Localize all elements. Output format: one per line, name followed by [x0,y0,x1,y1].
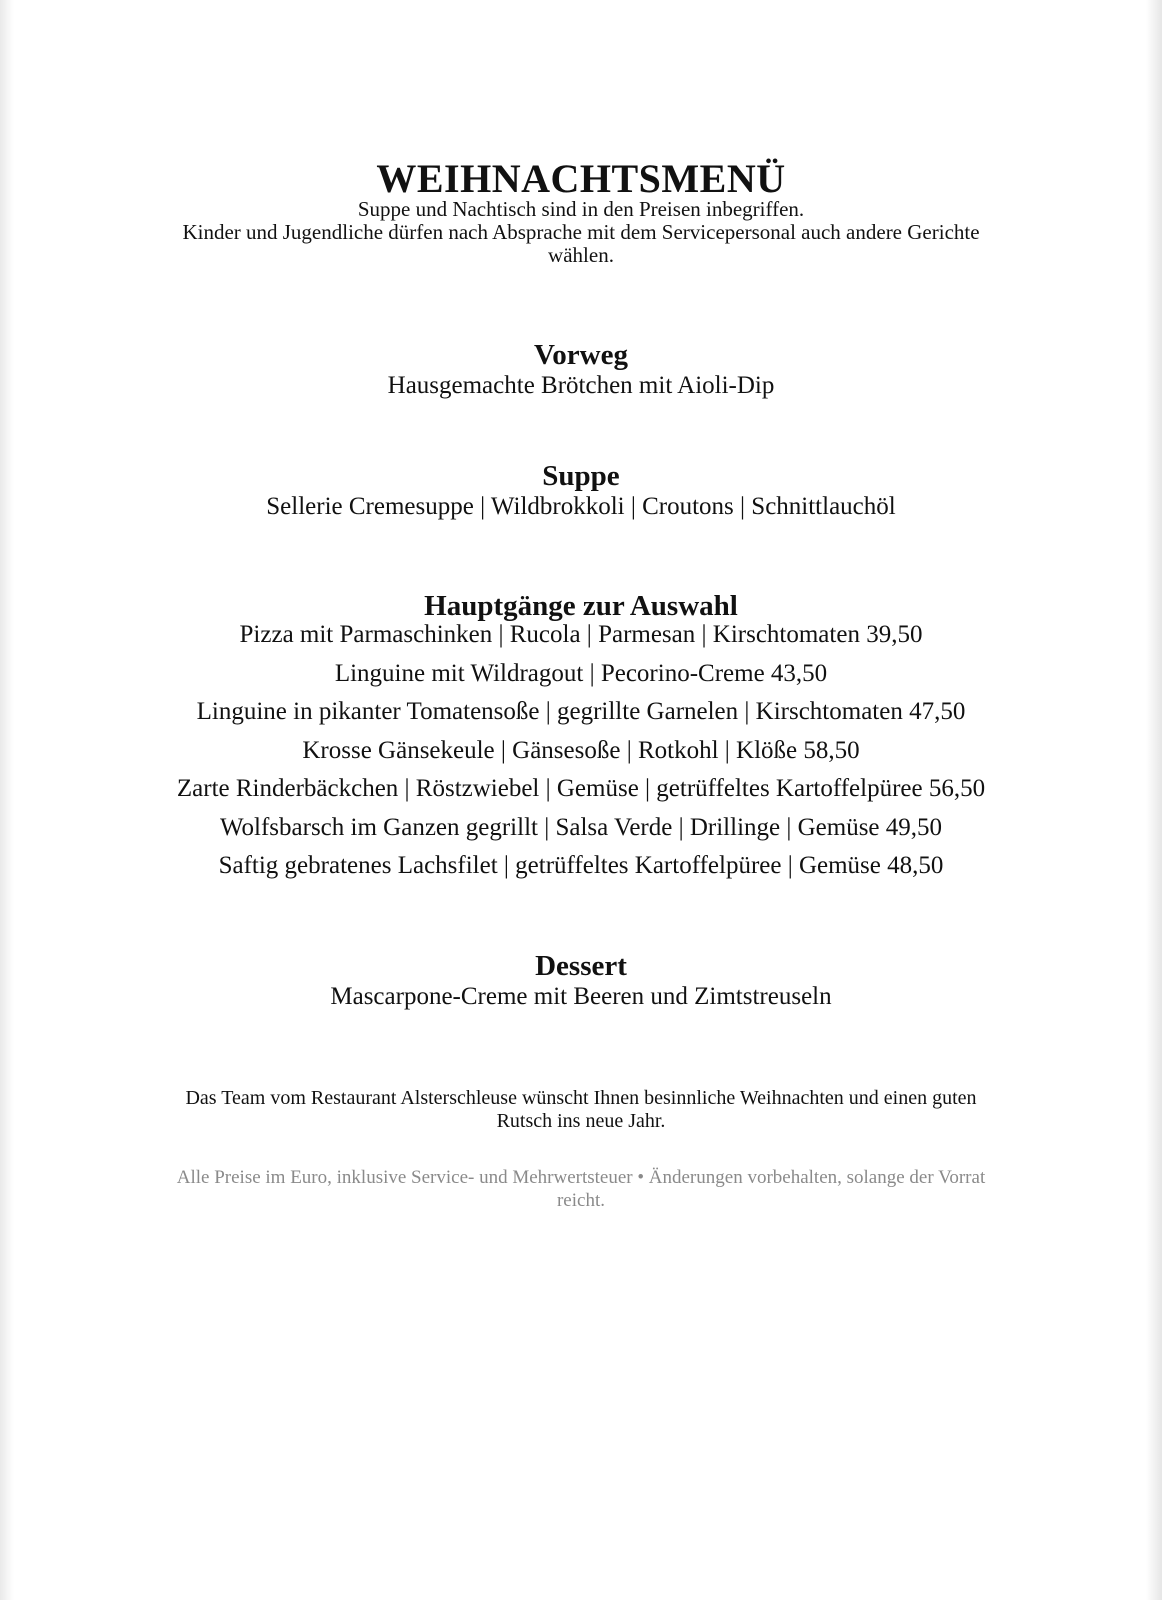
note-line: Alle Preise im Euro, inklusive Service- und Mehrwertsteuer • Änderungen vorbehalten, solange der Vorrat [176,1167,986,1188]
intro-line: Kinder und Jugendliche dürfen nach Absprache mit dem Servicepersonal auch andere Gerichte [182,220,980,244]
section-soup [0,460,1162,522]
section-heading: Dessert [535,950,627,982]
section-dessert [0,950,1162,1012]
section-heading: Vorweg [534,339,628,371]
section-text: Mascarpone-Creme mit Beeren und Zimtstreuseln [330,983,832,1010]
greeting-line: Das Team vom Restaurant Alsterschleuse wünscht Ihnen besinnliche Weihnachten und einen guten [185,1087,977,1109]
section-text: Sellerie Cremesuppe | Wildbrokkoli | Croutons | Schnittlauchöl [266,493,896,520]
menu-item: Saftig gebratenes Lachsfilet | getrüffeltes Kartoffelpüree | Gemüse 48,50 [218,852,944,879]
section-text: Hausgemachte Brötchen mit Aioli-Dip [387,372,775,399]
price-note [0,1166,1162,1212]
menu-item: Linguine in pikanter Tomatensoße | gegrillte Garnelen | Kirschtomaten 47,50 [196,698,966,725]
intro-line: Suppe und Nachtisch sind in den Preisen inbegriffen. [357,197,805,221]
menu-item: Linguine mit Wildragout | Pecorino-Creme 43,50 [334,659,828,687]
menu-title: WEIHNACHTSMENÜ [376,156,786,201]
note-line: reicht. [556,1190,605,1211]
menu-item: Pizza mit Parmaschinken | Rucola | Parmesan | Kirschtomaten 39,50 [239,621,923,648]
greeting-line: Rutsch ins neue Jahr. [496,1110,666,1132]
menu-item: Wolfsbarsch im Ganzen gegrillt | Salsa Verde | Drillinge | Gemüse 49,50 [219,813,943,841]
section-heading: Hauptgänge zur Auswahl [424,590,738,622]
menu-item: Zarte Rinderbäckchen | Röstzwiebel | Gemüse | getrüffeltes Kartoffelpüree 56,50 [176,775,986,802]
closing-greeting [0,1087,1162,1133]
section-starter [0,339,1162,401]
section-mains [0,590,1162,886]
menu-intro [0,198,1162,267]
menu-item: Krosse Gänsekeule | Gänsesoße | Rotkohl | Klöße 58,50 [302,736,860,764]
intro-line: wählen. [548,243,614,267]
section-heading: Suppe [542,460,620,492]
